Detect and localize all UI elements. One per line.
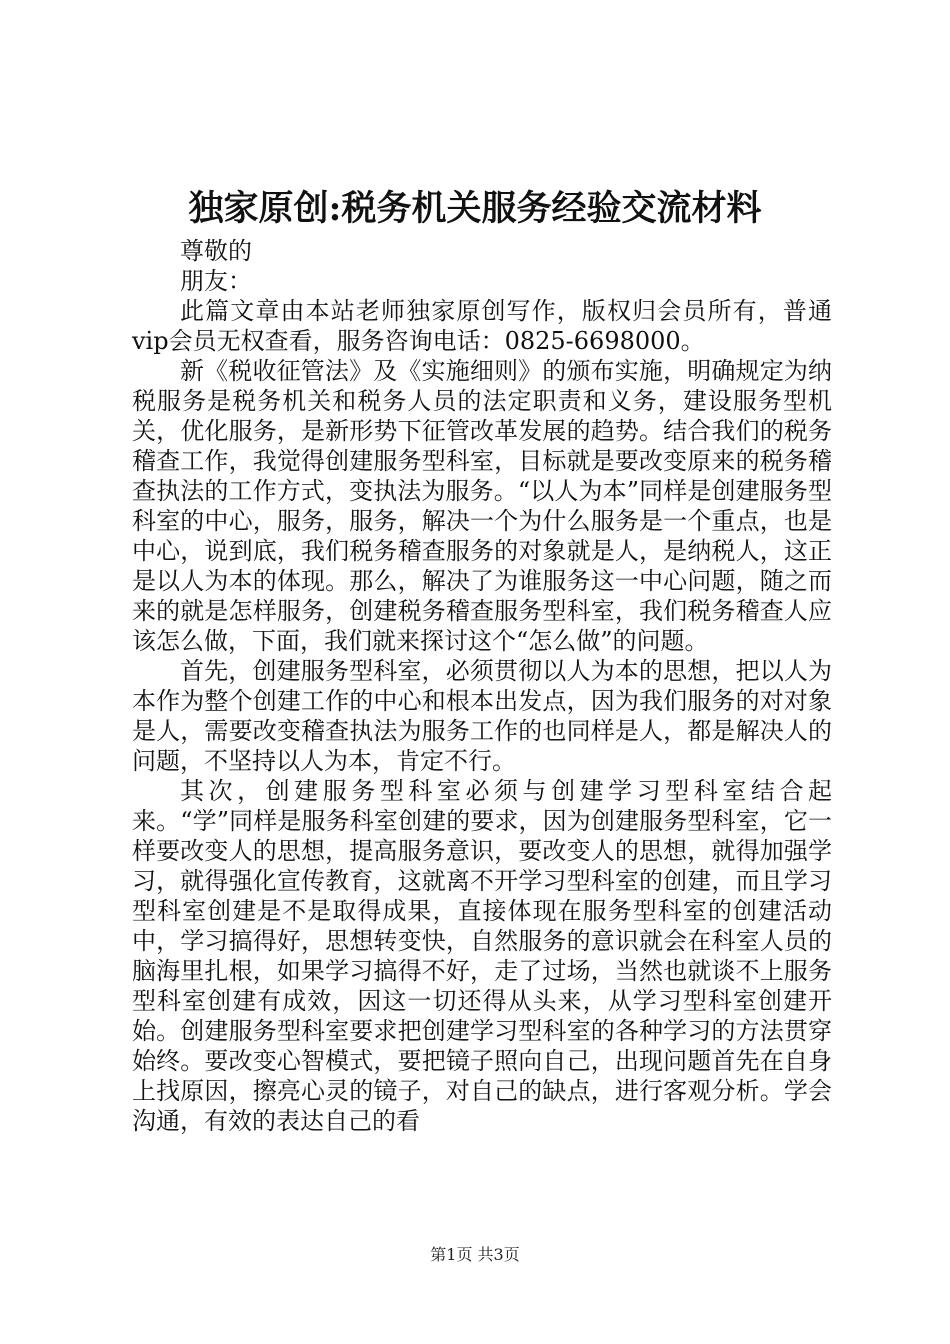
paragraph: 新《税收征管法》及《实施细则》的颁布实施，明确规定为纳税服务是税务机关和税务人员的法定职责和义务，建设服务型机关，优化服务，是新形势下征管改革发展的趋势。结合我们的税务稽查工作，我觉得创建服务型科室，目标就是要改变原来的税务稽查执法的工作方式，变执法为服务。“以人为本”同样是创建服务型科室的中心，服务，服务，解决一个为什么服务是一个重点，也是中心，说到底，我们税务稽查服务的对象就是人，是纳税人，这正是以人为本的体现。那么，解决了为谁服务这一中心问题，随之而来的就是怎样服务，创建税务稽查服务型科室，我们税务稽查人应该怎么做，下面，我们就来探讨这个“怎么做”的问题。 [132,357,832,655]
salutation-line: 尊敬的 [180,237,252,265]
paragraph: 首先，创建服务型科室，必须贯彻以人为本的思想，把以人为本作为整个创建工作的中心和根本出发点，因为我们服务的对对象是人，需要改变稽查执法为服务工作的也同样是人，都是解决人的问题，不坚持以人为本，肯定不行。 [132,657,832,775]
document-body [132,236,832,1136]
document-title: 独家原创:税务机关服务经验交流材料 [188,188,762,229]
paragraph: 此篇文章由本站老师独家原创写作，版权归会员所有，普通vip会员无权查看，服务咨询电话：0825-6698000。 [132,297,832,355]
salutation-line: 朋友： [180,267,252,295]
page-footer: 第1页 共3页 [430,1245,520,1264]
paragraph: 其次，创建服务型科室必须与创建学习型科室结合起来。“学”同样是服务科室创建的要求，因为创建服务型科室，它一样要改变人的思想，提高服务意识，要改变人的思想，就得加强学习，就得强化宣传教育，这就离不开学习型科室的创建，而且学习型科室创建是不是取得成果，直接体现在服务型科室的创建活动中，学习搞得好，思想转变快，自然服务的意识就会在科室人员的脑海里扎根，如果学习搞得不好，走了过场，当然也就谈不上服务型科室创建有成效，因这一切还得从头来，从学习型科室创建开始。创建服务型科室要求把创建学习型科室的各种学习的方法贯穿始终。要改变心智模式，要把镜子照向自己，出现问题首先在自身上找原因，擦亮心灵的镜子，对自己的缺点，进行客观分析。学会沟通，有效的表达自己的看 [132,777,832,1135]
